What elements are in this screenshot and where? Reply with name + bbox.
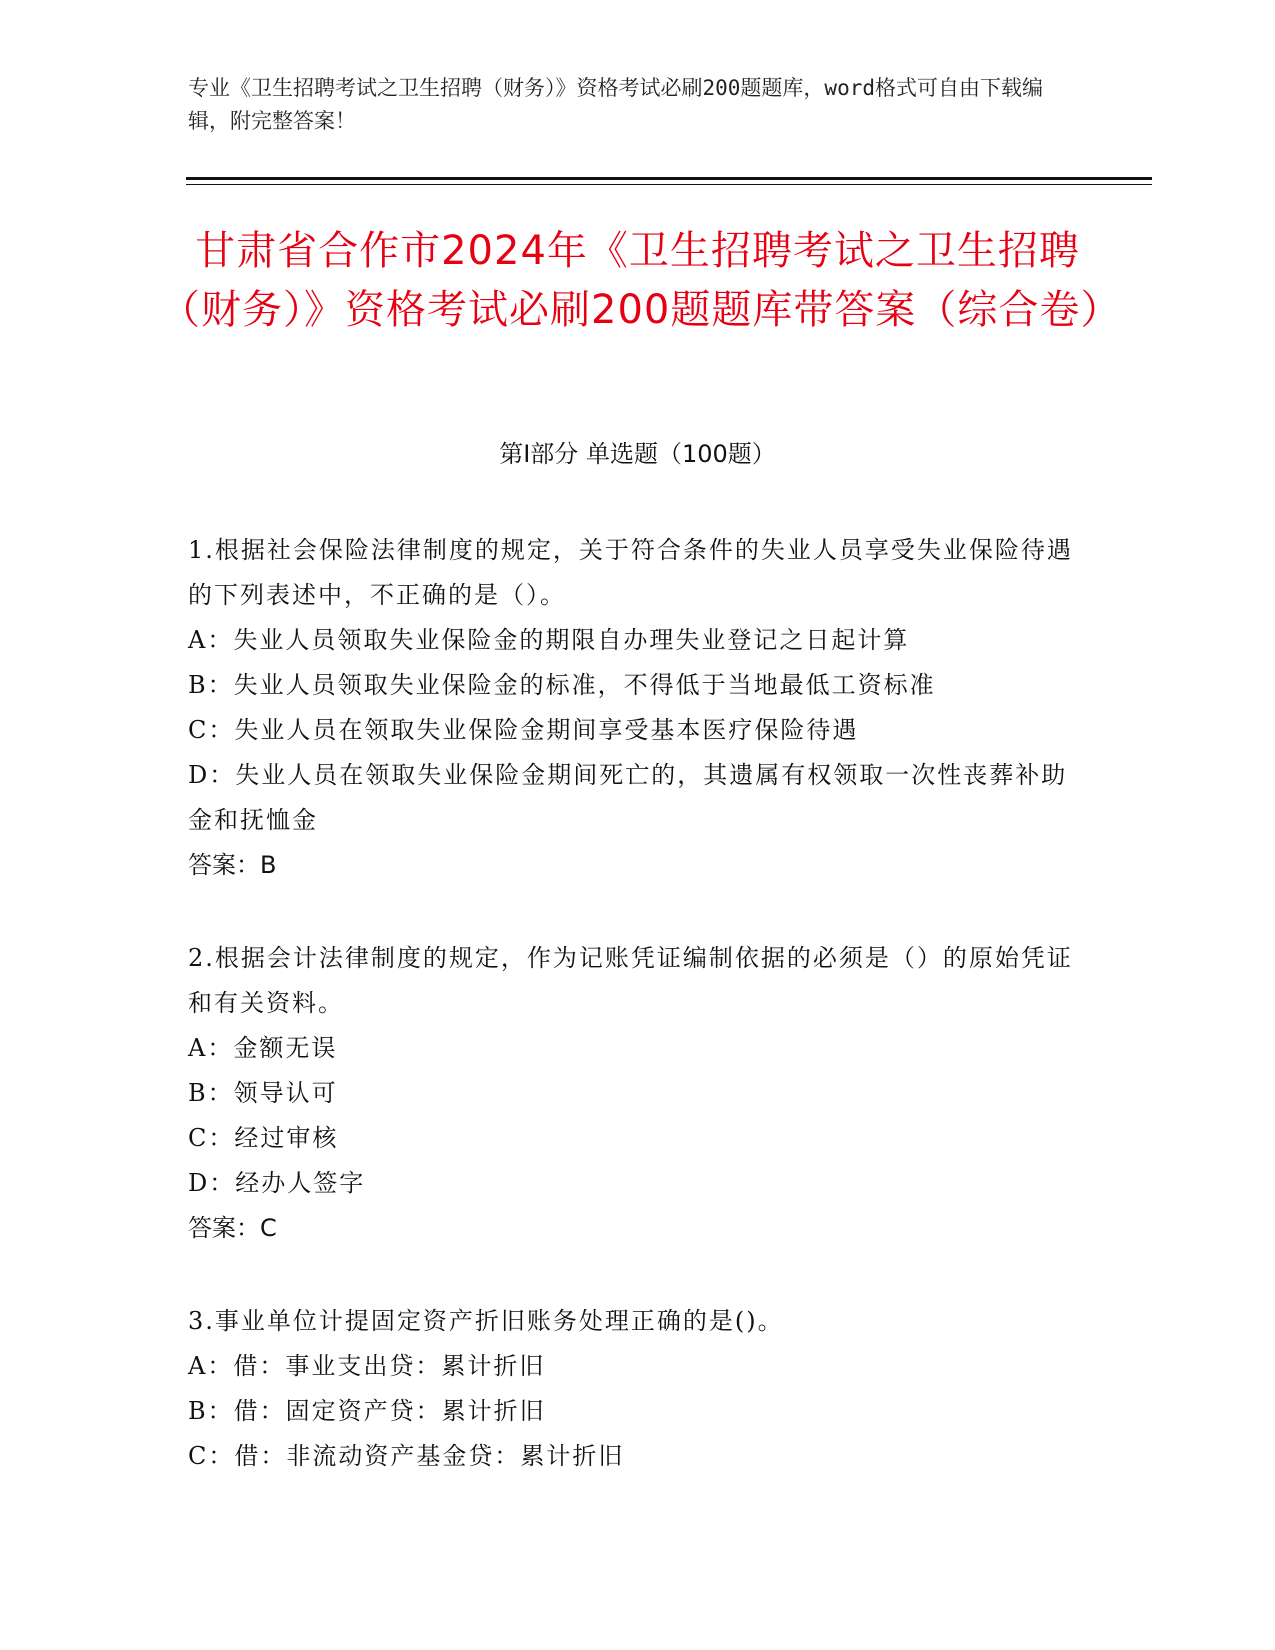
- document-title: 甘肃省合作市2024年《卫生招聘考试之卫生招聘（财务）》资格考试必刷200题题库带答案（综合卷）: [160, 228, 1122, 333]
- answer-line: 答案：C: [188, 1214, 277, 1242]
- option-c: C：失业人员在领取失业保险金期间享受基本医疗保险待遇: [188, 716, 859, 744]
- option-d: D：失业人员在领取失业保险金期间死亡的，其遗属有权领取一次性丧葬补助金和抚恤金: [188, 761, 1068, 834]
- question-stem: 1.根据社会保险法律制度的规定，关于符合条件的失业人员享受失业保险待遇的下列表述中，不正确的是（）。: [188, 536, 1073, 609]
- option-a: A：金额无误: [188, 1034, 338, 1062]
- option-c: C：经过审核: [188, 1124, 339, 1152]
- option-b: B：失业人员领取失业保险金的标准，不得低于当地最低工资标准: [188, 671, 936, 699]
- section-heading: 第Ⅰ部分 单选题（100题）: [499, 440, 776, 468]
- option-b: B：领导认可: [188, 1079, 338, 1107]
- option-a: A：失业人员领取失业保险金的期限自办理失业登记之日起计算: [188, 626, 910, 654]
- question-1: [188, 528, 1088, 888]
- question-3: [188, 1299, 1088, 1479]
- option-d: D：经办人签字: [188, 1169, 366, 1197]
- question-list: [188, 528, 1088, 1527]
- header-divider-thin: [186, 184, 1152, 185]
- question-stem: 3.事业单位计提固定资产折旧账务处理正确的是()。: [188, 1307, 784, 1335]
- option-a: A：借：事业支出贷：累计折旧: [188, 1352, 546, 1380]
- header-note: 专业《卫生招聘考试之卫生招聘（财务）》资格考试必刷200题题库，word格式可自由下载编辑，附完整答案！: [188, 76, 1043, 133]
- question-2: [188, 936, 1088, 1251]
- option-b: B：借：固定资产贷：累计折旧: [188, 1397, 546, 1425]
- question-stem: 2.根据会计法律制度的规定，作为记账凭证编制依据的必须是（）的原始凭证和有关资料。: [188, 944, 1073, 1017]
- option-c: C：借：非流动资产基金贷：累计折旧: [188, 1442, 625, 1470]
- header-divider-thick: [186, 177, 1152, 180]
- answer-line: 答案：B: [188, 851, 277, 879]
